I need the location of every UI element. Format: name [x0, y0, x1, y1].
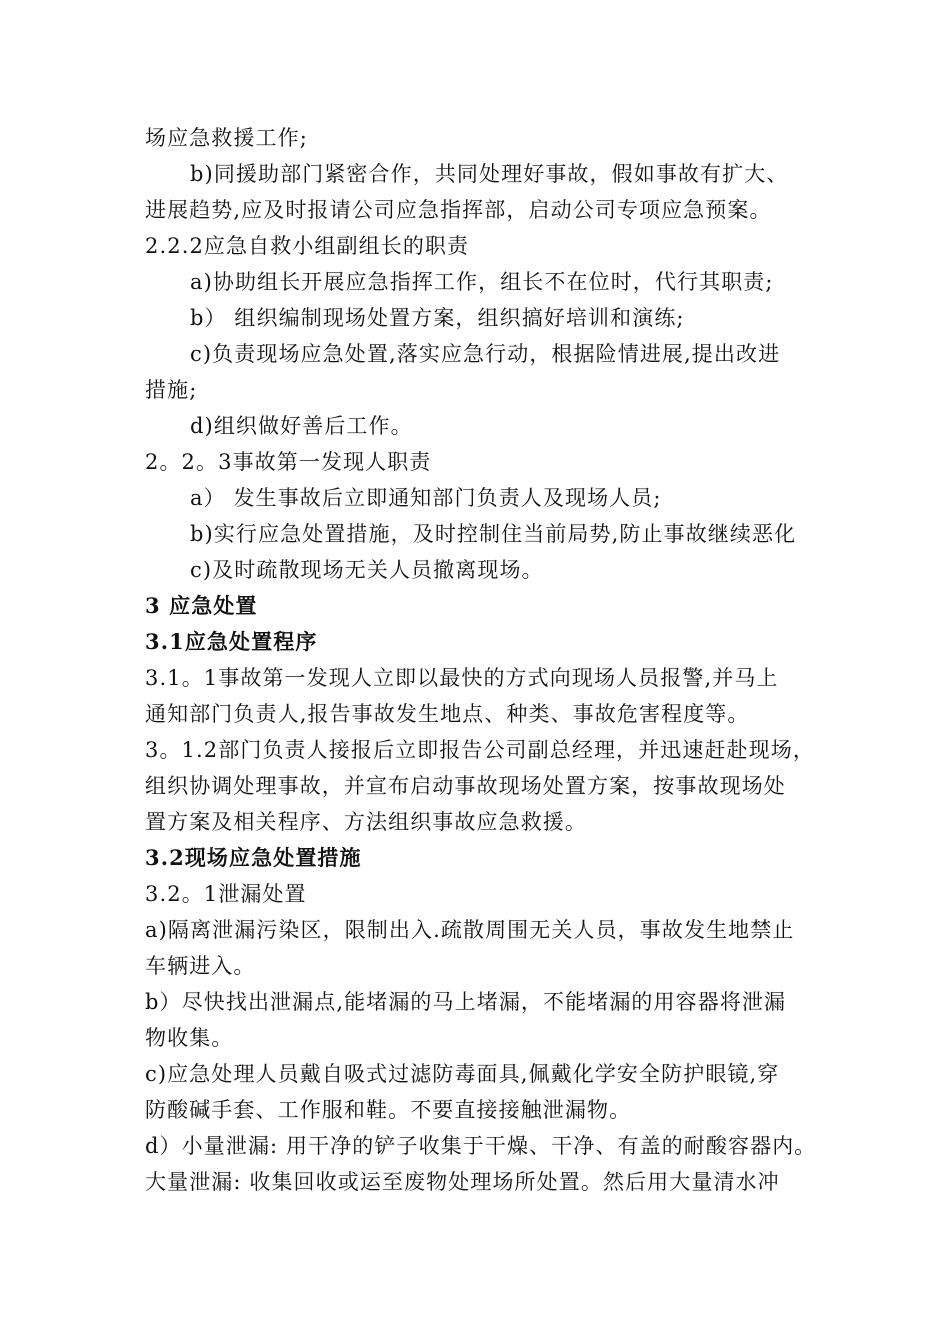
text-line: 大量泄漏: 收集回收或运至废物处理场所处置。然后用大量清水冲	[145, 1170, 780, 1194]
text-line: 防酸碱手套、工作服和鞋。不要直接接触泄漏物。	[145, 1098, 632, 1122]
text-line: 进展趋势,应及时报请公司应急指挥部，启动公司专项应急预案。	[145, 198, 772, 222]
list-item: b)实行应急处置措施，及时控制住当前局势,防止事故继续恶化	[190, 522, 797, 546]
list-item: c)负责现场应急处置,落实应急行动，根据险情进展,提出改进	[190, 342, 781, 366]
section-heading: 2.2.2应急自救小组副组长的职责	[145, 234, 470, 258]
list-item: d)组织做好善后工作。	[190, 414, 413, 438]
text-line: 车辆进入。	[145, 954, 256, 978]
text-line: b）尽快找出泄漏点,能堵漏的马上堵漏，不能堵漏的用容器将泄漏	[145, 990, 787, 1014]
text-line: 物收集。	[145, 1026, 234, 1050]
text-line: 通知部门负责人,报告事故发生地点、种类、事故危害程度等。	[145, 702, 750, 726]
text-line: c)应急处理人员戴自吸式过滤防毒面具,佩戴化学安全防护眼镜,穿	[145, 1062, 780, 1086]
text-line: b)同援助部门紧密合作，共同处理好事故，假如事故有扩大、	[190, 162, 789, 186]
list-item: a)协助组长开展应急指挥工作，组长不在位时，代行其职责;	[190, 270, 774, 294]
section-heading: 3.1应急处置程序	[145, 629, 318, 654]
text-line: a)隔离泄漏污染区，限制出入.疏散周围无关人员，事故发生地禁止	[145, 918, 795, 942]
text-line: 3。1.2部门负责人接报后立即报告公司副总经理，并迅速赶赴现场，	[145, 738, 815, 762]
text-line: 场应急救援工作;	[145, 126, 308, 150]
text-line: 组织协调处理事故，并宣布启动事故现场处置方案，按事故现场处	[145, 774, 786, 798]
subsection-heading: 3.2。1泄漏处置	[145, 882, 307, 906]
section-heading: 2。2。3事故第一发现人职责	[145, 450, 432, 474]
chapter-heading: 3 应急处置	[145, 593, 258, 618]
list-item: a） 发生事故后立即通知部门负责人及现场人员;	[190, 486, 662, 510]
text-line: 3.1。1事故第一发现人立即以最快的方式向现场人员报警,并马上	[145, 666, 779, 690]
list-item: b） 组织编制现场处置方案，组织搞好培训和演练;	[190, 306, 685, 330]
text-line: 置方案及相关程序、方法组织事故应急救援。	[145, 810, 587, 834]
section-heading: 3.2现场应急处置措施	[145, 845, 362, 870]
list-item: c)及时疏散现场无关人员撤离现场。	[190, 558, 544, 582]
text-line: d）小量泄漏: 用干净的铲子收集于干燥、干净、有盖的耐酸容器内。	[145, 1134, 817, 1158]
text-line: 措施;	[145, 378, 198, 402]
